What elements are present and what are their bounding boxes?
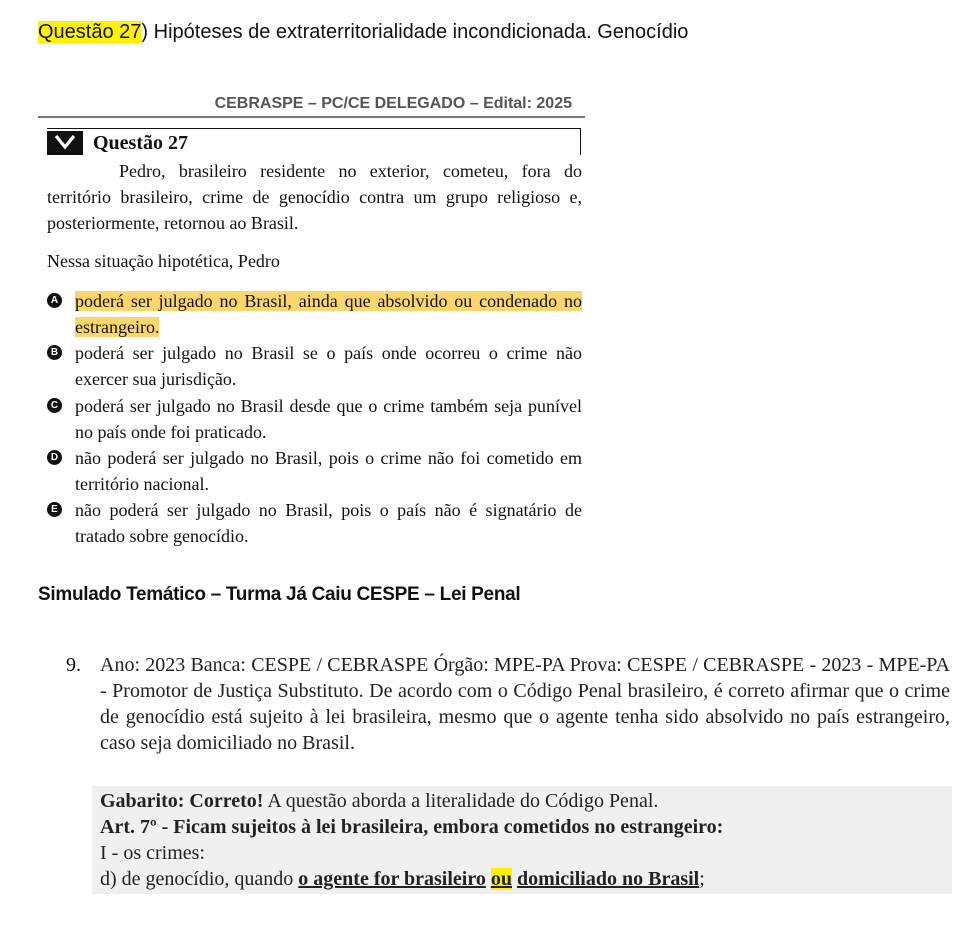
option-text-b: poderá ser julgado no Brasil se o país onde ocorreu o crime não exercer sua jurisdição. — [75, 343, 582, 389]
answer-label: Gabarito: Correto! — [100, 790, 264, 812]
option-letter-b: B — [47, 345, 62, 360]
question-title: Questão 27 — [93, 132, 188, 154]
down-arrow-icon — [47, 131, 83, 155]
answer-comment: A questão aborda a literalidade do Código Penal. — [263, 790, 659, 812]
simulado-title: Simulado Temático – Turma Já Caiu CESPE – Lei Penal — [38, 584, 521, 605]
line-suffix: ; — [699, 868, 705, 890]
article-heading: Art. 7º - Ficam sujeitos à lei brasileira, embora cometidos no estrangeiro: — [100, 816, 724, 838]
line-prefix: d) de genocídio, quando — [100, 868, 299, 890]
option-letter-c: C — [47, 398, 62, 413]
phrase-domiciliado: domiciliado no Brasil — [516, 868, 700, 890]
article-line-d — [100, 866, 705, 892]
exam-source: CEBRASPE – PC/CE DELEGADO – Edital: 2025 — [214, 95, 572, 112]
page-heading — [38, 18, 688, 46]
question-number: 9. — [66, 654, 81, 676]
option-letter-e: E — [47, 502, 62, 517]
connector-ou: ou — [490, 868, 512, 890]
option-letter-a: A — [47, 293, 62, 308]
article-item: I - os crimes: — [100, 842, 205, 864]
question-header-box — [47, 128, 581, 155]
heading-highlight: Questão 27 — [38, 21, 142, 43]
option-text-d: não poderá ser julgado no Brasil, pois o crime não foi cometido em território nacional. — [75, 448, 582, 494]
option-text-c: poderá ser julgado no Brasil desde que o crime também seja punível no país onde foi praticado. — [75, 396, 582, 442]
question-9-text: Ano: 2023 Banca: CESPE / CEBRASPE Órgão: MPE-PA Prova: CESPE / CEBRASPE - 2023 - MPE-PA - Promotor de Justiça Substituto. De acordo com o Código Penal brasileiro, é correto afirmar que o crime de genocídio está sujeito à lei brasileira, mesmo que o agente tenha sido absolvido no país estrangeiro, caso seja domiciliado no Brasil. — [100, 654, 950, 754]
option-text-a: poderá ser julgado no Brasil, ainda que absolvido ou condenado no estrangeiro. — [75, 291, 582, 337]
exam-divider — [38, 116, 585, 118]
option-letter-d: D — [47, 450, 62, 465]
phrase-brasileiro: o agente for brasileiro — [298, 868, 486, 890]
answer-line — [100, 788, 658, 814]
question-stem: Pedro, brasileiro residente no exterior, cometeu, fora do território brasileiro, crime de genocídio contra um grupo religioso e, posteriormente, retornou ao Brasil. — [47, 161, 582, 233]
question-lead: Nessa situação hipotética, Pedro — [47, 251, 280, 271]
option-text-e: não poderá ser julgado no Brasil, pois o país não é signatário de tratado sobre genocídio. — [75, 500, 582, 546]
heading-text: ) Hipóteses de extraterritorialidade incondicionada. Genocídio — [141, 21, 689, 43]
